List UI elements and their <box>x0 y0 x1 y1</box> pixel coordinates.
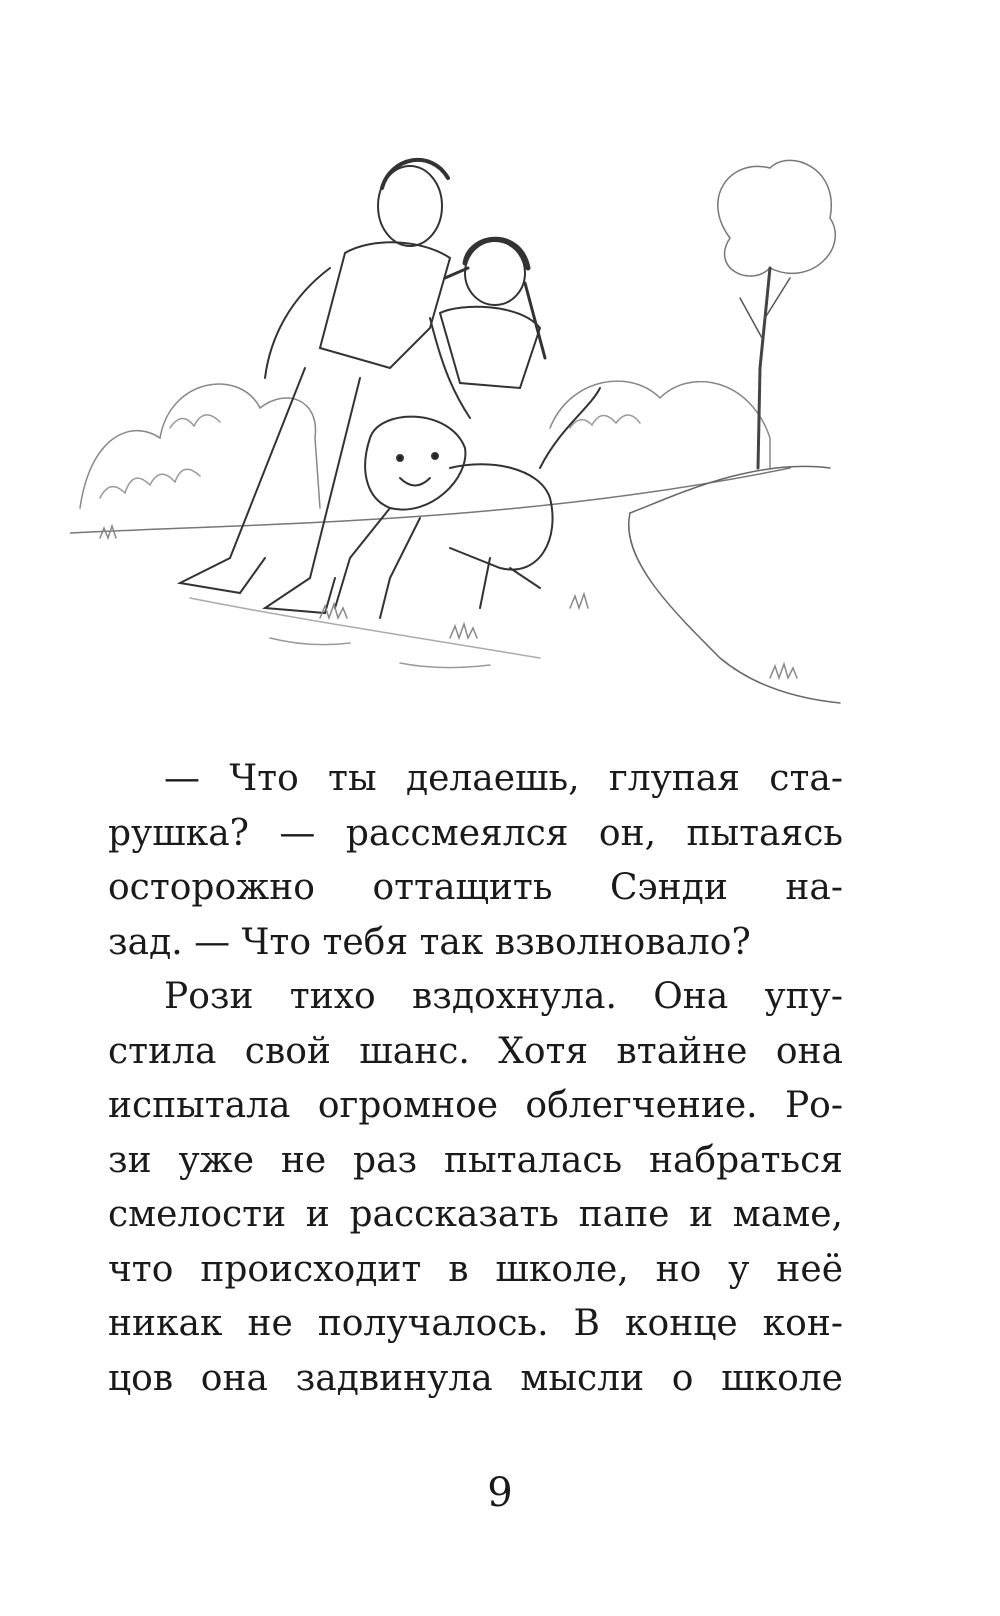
bushes-right <box>550 381 770 468</box>
text-line: зад. — Что тебя так взволновало? <box>108 921 751 963</box>
text-line: Рози тихо вздохнула. Она упу- <box>164 976 843 1017</box>
page-number: 9 <box>487 1470 513 1516</box>
text-line: стила свой шанс. Хотя втайне она <box>108 1030 843 1072</box>
body-text <box>108 752 843 1406</box>
man-figure <box>180 160 470 613</box>
bushes-left <box>80 384 320 508</box>
text-line: никак не получалось. В конце кон- <box>108 1303 843 1344</box>
text-line: цов она задвинула мысли о школе <box>108 1357 843 1399</box>
text-line: что происходит в школе, но у неё <box>108 1248 843 1290</box>
text-line: зи уже не раз пыталась набраться <box>108 1139 843 1181</box>
paragraph <box>108 970 843 1406</box>
grass <box>100 526 797 678</box>
text-line: — Что ты делаешь, глупая ста- <box>164 758 843 799</box>
text-line: рушка? — рассмеялся он, пытаясь <box>108 812 843 854</box>
text-line: испытала огромное облегчение. Ро- <box>108 1085 843 1126</box>
text-line: осторожно оттащить Сэнди на- <box>108 867 843 908</box>
illustration-man-girl-dog-in-park <box>70 138 850 708</box>
text-line: смелости и рассказать папе и маме, <box>108 1194 843 1235</box>
paragraph <box>108 752 843 970</box>
girl-figure <box>440 239 545 388</box>
tree <box>718 160 836 468</box>
